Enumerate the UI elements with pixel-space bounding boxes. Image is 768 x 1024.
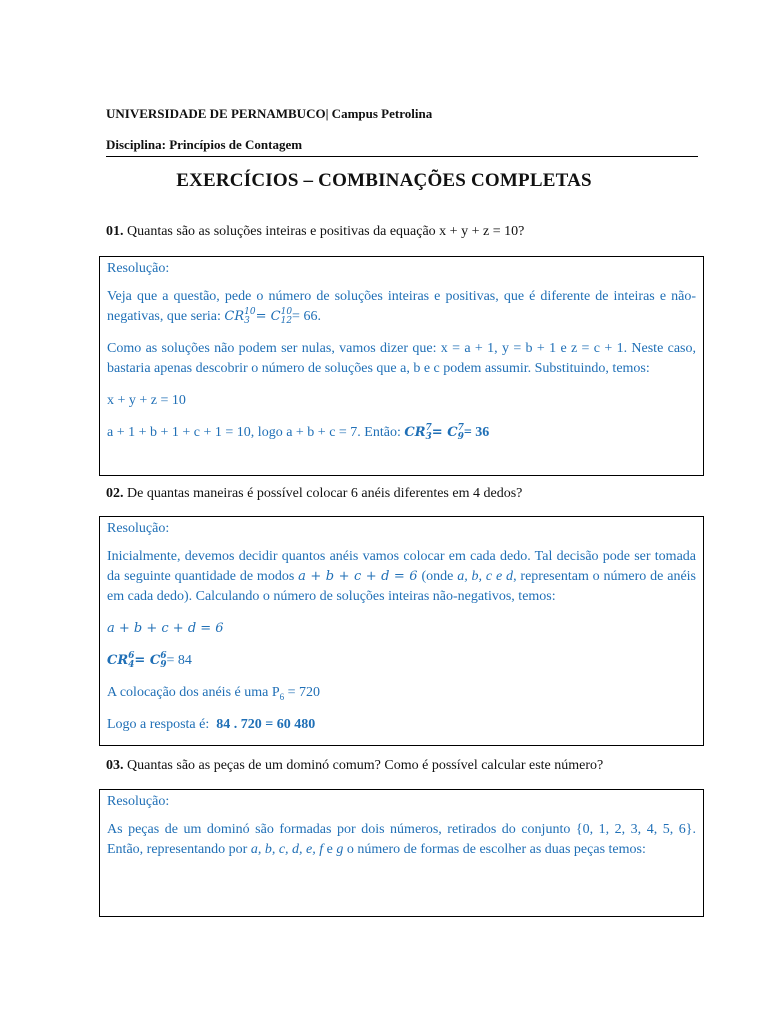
resolution-label: Resolução: <box>107 794 170 809</box>
resolution-paragraph: A colocação dos anéis é uma $P_6 = 720$ <box>107 685 321 702</box>
resolution-box-2 <box>99 516 704 746</box>
question-text: Quantas são as soluções inteiras e positivas da equação x + y + z = 10? <box>127 224 525 239</box>
resolution-paragraph: CR 6 4 = C 6 9 = 84 <box>107 650 192 670</box>
question-1 <box>106 224 524 240</box>
formula: a + b + c + d = 6 <box>107 621 224 636</box>
question-number: 02. <box>106 486 124 501</box>
header-divider <box>106 156 698 157</box>
resolution-paragraph: Logo a resposta é: 84 . 720 = 60 480 <box>107 717 316 732</box>
resolution-paragraph: x + y + z = 10 <box>107 393 186 408</box>
resolution-paragraph: Inicialmente, devemos decidir quantos anéis vamos colocar em cada dedo. Tal decisão pode ser tomada da seguinte quantidade de modos a + b + c + d = 6 (onde a, b, c e d, representam o número de anéis em cada dedo). Calculando o número de soluções inteiras não-negativos, temos: <box>107 549 697 604</box>
question-number: 03. <box>106 758 124 773</box>
resolution-box-1 <box>99 256 704 476</box>
formula: CR 6 4 = C 6 9 <box>107 650 167 670</box>
question-number: 01. <box>106 224 124 239</box>
resolution-paragraph: a + 1 + b + 1 + c + 1 = 10, logo a + b + c = 7. Então: CR 7 3 = C 7 9 = 36 <box>107 422 490 442</box>
question-text: De quantas maneiras é possível colocar 6 anéis diferentes em 4 dedos? <box>127 486 523 501</box>
page-title: EXERCÍCIOS – COMBINAÇÕES COMPLETAS <box>176 170 592 191</box>
question-3 <box>106 758 603 774</box>
discipline-header: Disciplina: Princípios de Contagem <box>106 137 303 152</box>
formula: CR 10 3 = C 10 12 <box>224 306 293 326</box>
resolution-box-3 <box>99 789 704 917</box>
question-text: Quantas são as peças de um dominó comum? Como é possível calcular este número? <box>127 758 604 773</box>
formula: CR 7 3 = C 7 9 <box>404 422 464 442</box>
resolution-label: Resolução: <box>107 261 170 276</box>
university-header: UNIVERSIDADE DE PERNAMBUCO| Campus Petrolina <box>106 106 433 121</box>
question-2 <box>106 486 522 502</box>
resolution-paragraph: Veja que a questão, pede o número de soluções inteiras e positivas, que é diferente de inteiras e não-negativas, que seria: CR 10 3 = C 10 12 = 66. <box>107 289 696 326</box>
resolution-paragraph: Como as soluções não podem ser nulas, vamos dizer que: x = a + 1, y = b + 1 e z = c + 1. Neste caso, bastaria apenas descobrir o número de soluções que a, b e c podem assumir. Substituindo, temos: <box>107 341 696 376</box>
resolution-paragraph: As peças de um dominó são formadas por dois números, retirados do conjunto {0, 1, 2, 3, 4, 5, 6}. Então, representando por a, b, c, d, e, f e g o número de formas de escolher as duas peças temos: <box>107 822 696 857</box>
resolution-label: Resolução: <box>107 521 170 536</box>
